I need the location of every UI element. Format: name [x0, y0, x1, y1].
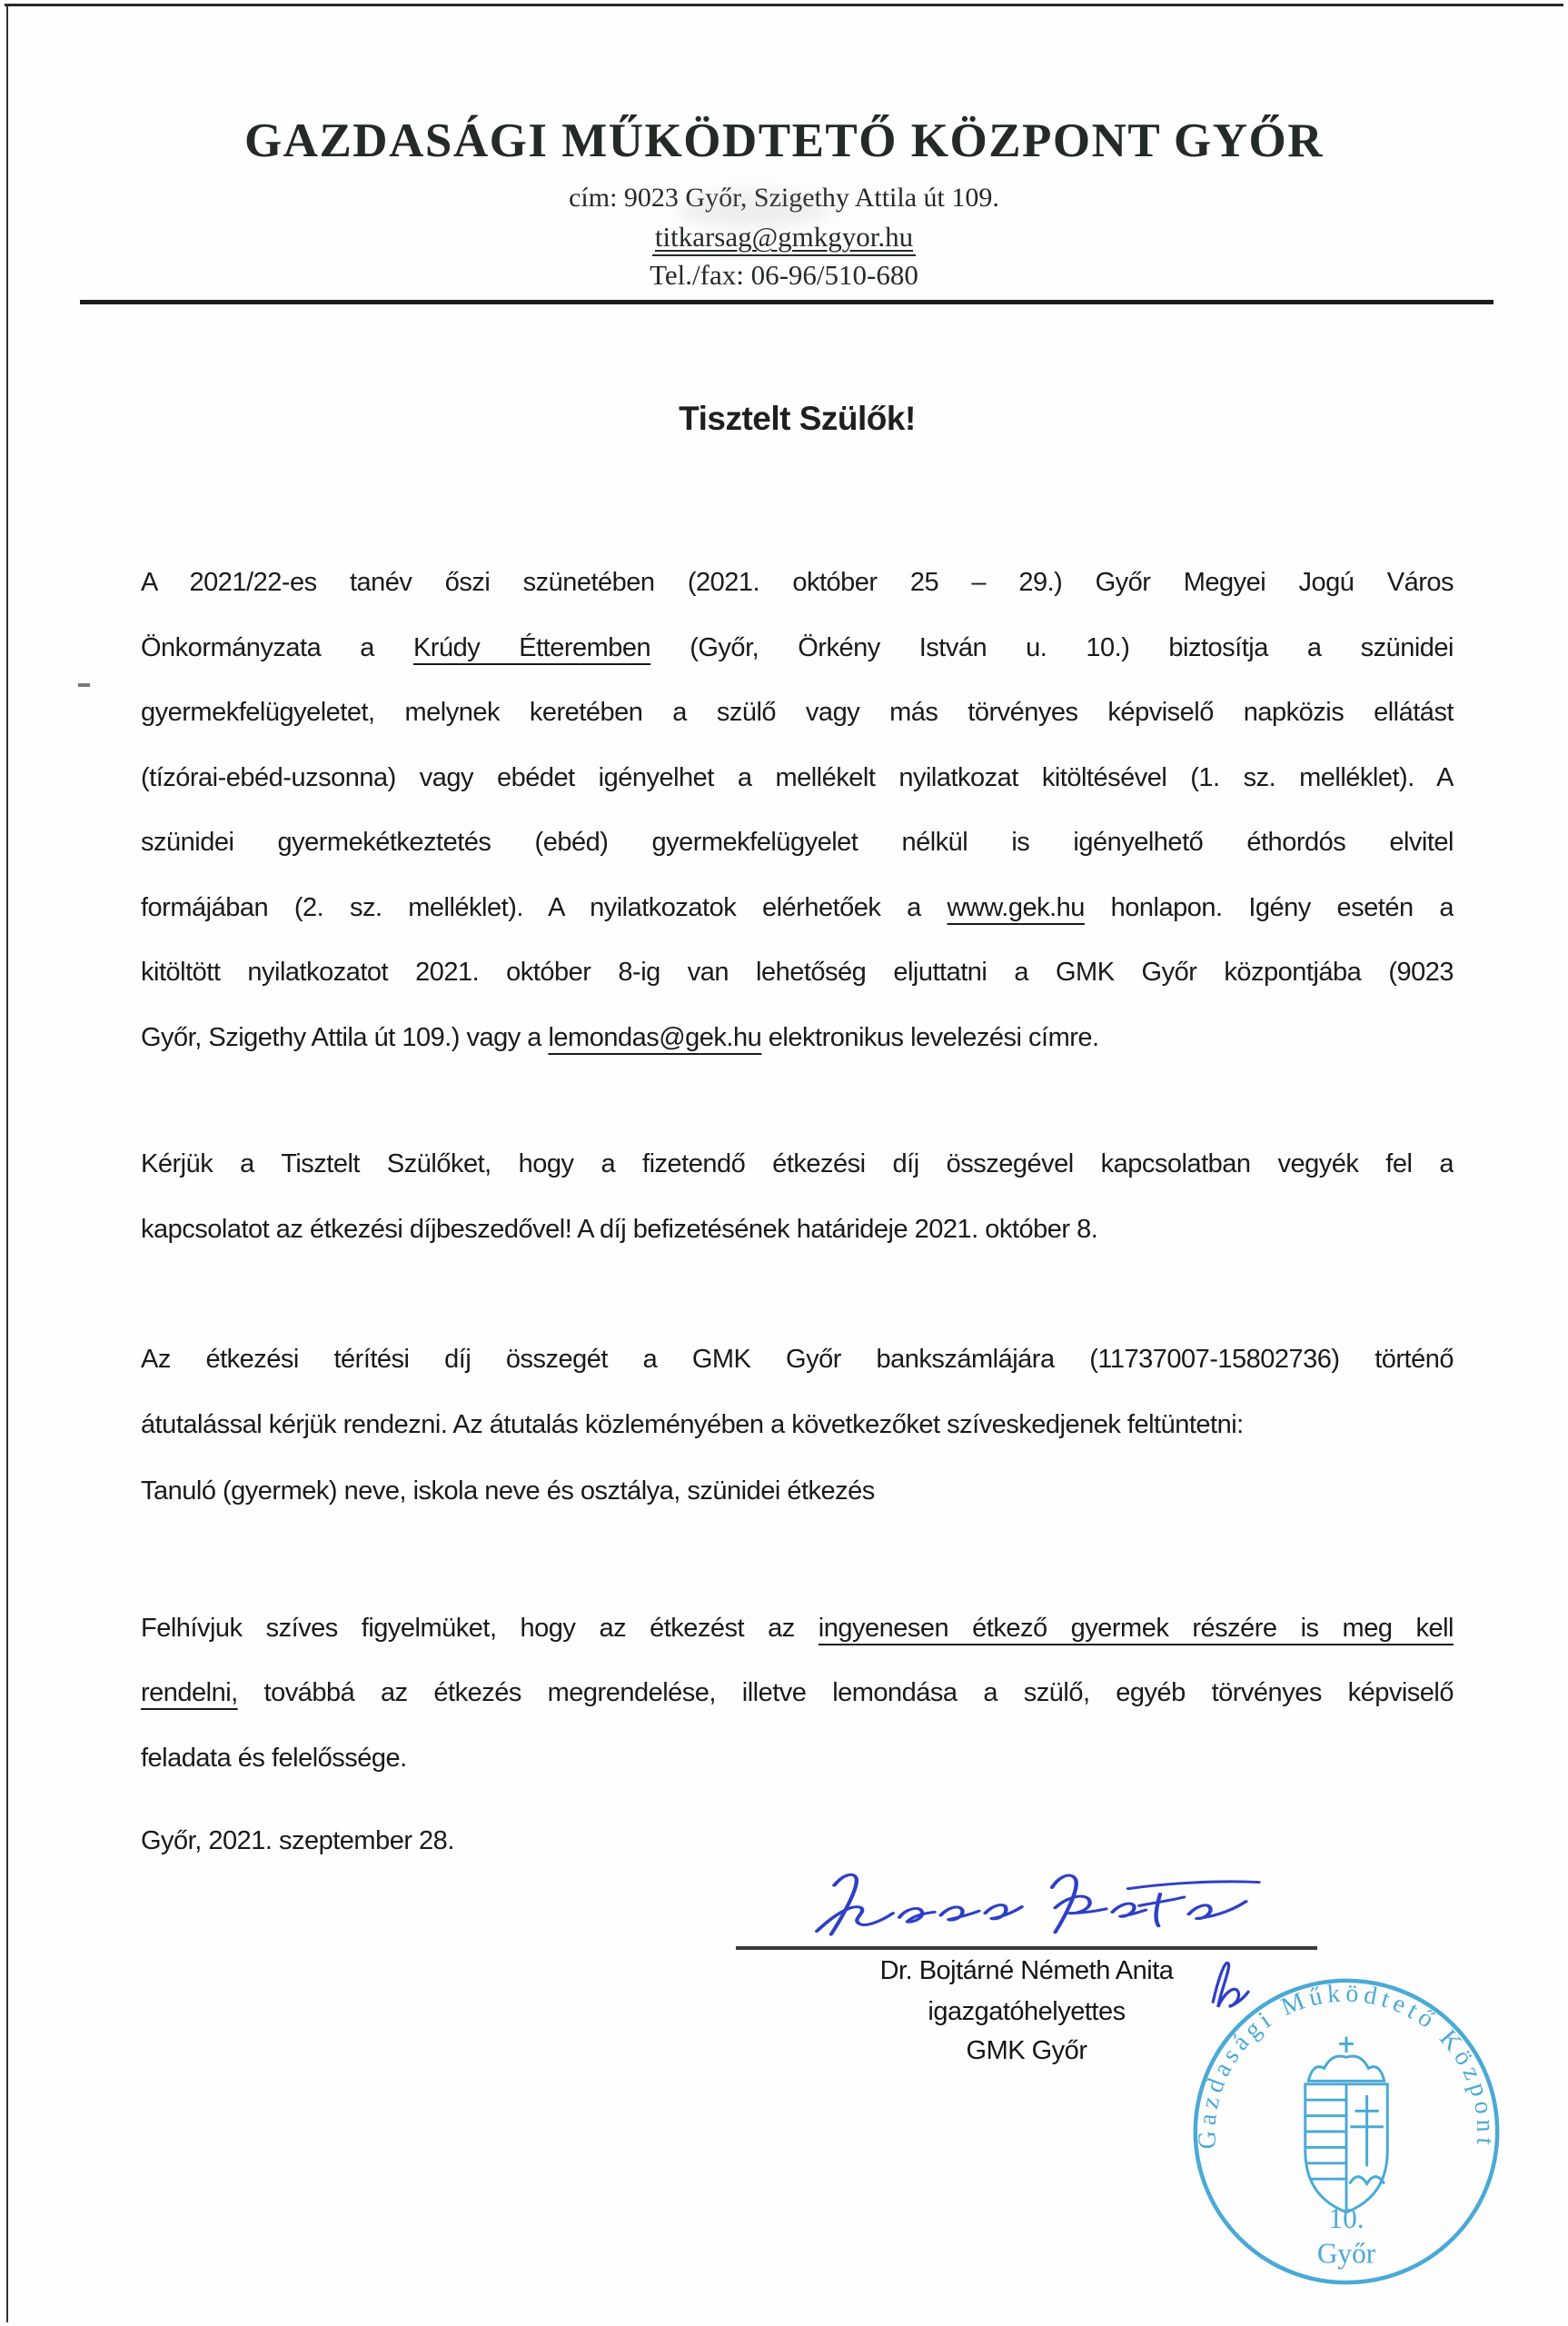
signer-org: GMK Győr [966, 2036, 1087, 2065]
underlined-text: Krúdy Étteremben [412, 632, 651, 662]
text-segment: (Győr, Örkény István u. 10.) biztosítja a szünidei [650, 632, 1454, 662]
text-segment: Az étkezési térítési díj összegét a GMK Győr bankszámlájára (11737007-15802736) történő [141, 1345, 1454, 1374]
stamp-coat-of-arms [1305, 2037, 1387, 2212]
text-line [141, 746, 1454, 811]
official-stamp [1188, 1973, 1504, 2290]
stamp-number: 10. [1328, 2202, 1365, 2235]
text-segment: formájában (2. sz. melléklet). A nyilatkozatok elérhetőek a [141, 892, 948, 922]
paragraph-fee-contact [141, 1132, 1454, 1262]
text-line [141, 940, 1454, 1006]
underlined-text: www.gek.hu [947, 892, 1085, 922]
text-segment: Kérjük a Tisztelt Szülőket, hogy a fizetendő étkezési díj összegével kapcsolatban vegyék fel a [141, 1149, 1454, 1178]
handwritten-signature [772, 1866, 1281, 1946]
text-line [141, 876, 1454, 941]
letterhead [0, 0, 1568, 304]
text-line [141, 616, 1454, 681]
scan-smudge [677, 191, 831, 229]
underlined-text: ingyenesen étkező gyermek részére is meg kell [818, 1613, 1454, 1643]
text-line [141, 1459, 1454, 1525]
text-segment: átutalással kérjük rendezni. Az átutalás közleményében a következőket szíveskedjenek feltüntetni: [141, 1409, 1244, 1439]
text-segment: gyermekfelügyeletet, melynek keretében a szülő vagy más törvényes képviselő napközis ellátást [141, 698, 1454, 727]
text-line [141, 1327, 1454, 1393]
paragraph-reminder [141, 1596, 1454, 1792]
text-line [141, 1661, 1454, 1726]
text-line [141, 681, 1454, 746]
stamp-city: Győr [1316, 2237, 1376, 2270]
text-segment: kapcsolatot az étkezési díjbeszedővel! A díj befizetésének határideje 2021. október 8. [141, 1214, 1098, 1244]
margin-mark [78, 683, 90, 687]
text-segment: feladata és felelőssége. [141, 1743, 407, 1773]
text-segment: kitöltött nyilatkozatot 2021. október 8-ig van lehetőség eljuttatni a GMK Győr központjába (9023 [141, 958, 1454, 987]
org-phone: Tel./fax: 06-96/510-680 [650, 259, 918, 291]
text-line [141, 810, 1454, 876]
scan-edge-left [6, 4, 8, 2322]
paragraph-transfer-note [141, 1459, 1454, 1525]
text-segment: Tanuló (gyermek) neve, iskola neve és osztálya, szünidei étkezés [141, 1476, 875, 1506]
text-segment: (tízórai-ebéd-uzsonna) vagy ebédet igényelhet a mellékelt nyilatkozat kitöltésével (1. sz. melléklet). A [141, 762, 1454, 792]
text-segment: Felhívjuk szíves figyelmüket, hogy az étkezést az [141, 1613, 819, 1643]
text-segment: szünidei gyermekétkeztetés (ebéd) gyermekfelügyelet nélkül is igényelhető éthordós elvitel [141, 828, 1454, 857]
paragraph-intro [141, 551, 1454, 1070]
text-line [141, 551, 1454, 616]
text-line [141, 1393, 1454, 1458]
text-line [141, 1726, 1454, 1792]
underlined-text: lemondas@gek.hu [548, 1022, 762, 1052]
paragraph-bank-transfer [141, 1327, 1454, 1457]
stamp-ring-text: Gazdasági Működtető Központ [1193, 1979, 1500, 2151]
org-name: GAZDASÁGI MŰKÖDTETŐ KÖZPONT GYŐR [243, 114, 1325, 167]
text-segment: Győr, Szigethy Attila út 109.) vagy a [141, 1022, 549, 1052]
signer-title: igazgatóhelyettes [928, 1997, 1126, 2026]
salutation: Tisztelt Szülők! [679, 400, 916, 437]
text-line [141, 1198, 1454, 1263]
text-line [141, 1596, 1454, 1662]
org-address: cím: 9023 Győr, Szigethy Attila út 109. [569, 183, 999, 213]
header-divider [80, 300, 1494, 304]
text-segment: A 2021/22-es tanév őszi szünetében (2021. október 25 – 29.) Győr Megyei Jogú Város [141, 568, 1454, 597]
signature-strokes [817, 1874, 1259, 1934]
text-line [141, 1006, 1454, 1071]
text-segment: elektronikus levelezési címre. [761, 1022, 1099, 1052]
scan-edge-top [5, 4, 1563, 6]
date-line: Győr, 2021. szeptember 28. [141, 1826, 454, 1855]
text-segment: honlapon. Igény esetén a [1084, 892, 1454, 922]
text-segment: Önkormányzata a [141, 632, 413, 662]
text-line [141, 1132, 1454, 1198]
letter-body [141, 400, 1454, 1874]
underlined-text: rendelni, [141, 1678, 238, 1707]
signer-name: Dr. Bojtárné Németh Anita [879, 1956, 1174, 1985]
org-email: titkarsag@gmkgyor.hu [652, 222, 916, 256]
text-segment: továbbá az étkezés megrendelése, illetve lemondása a szülő, egyéb törvényes képviselő [237, 1678, 1454, 1707]
